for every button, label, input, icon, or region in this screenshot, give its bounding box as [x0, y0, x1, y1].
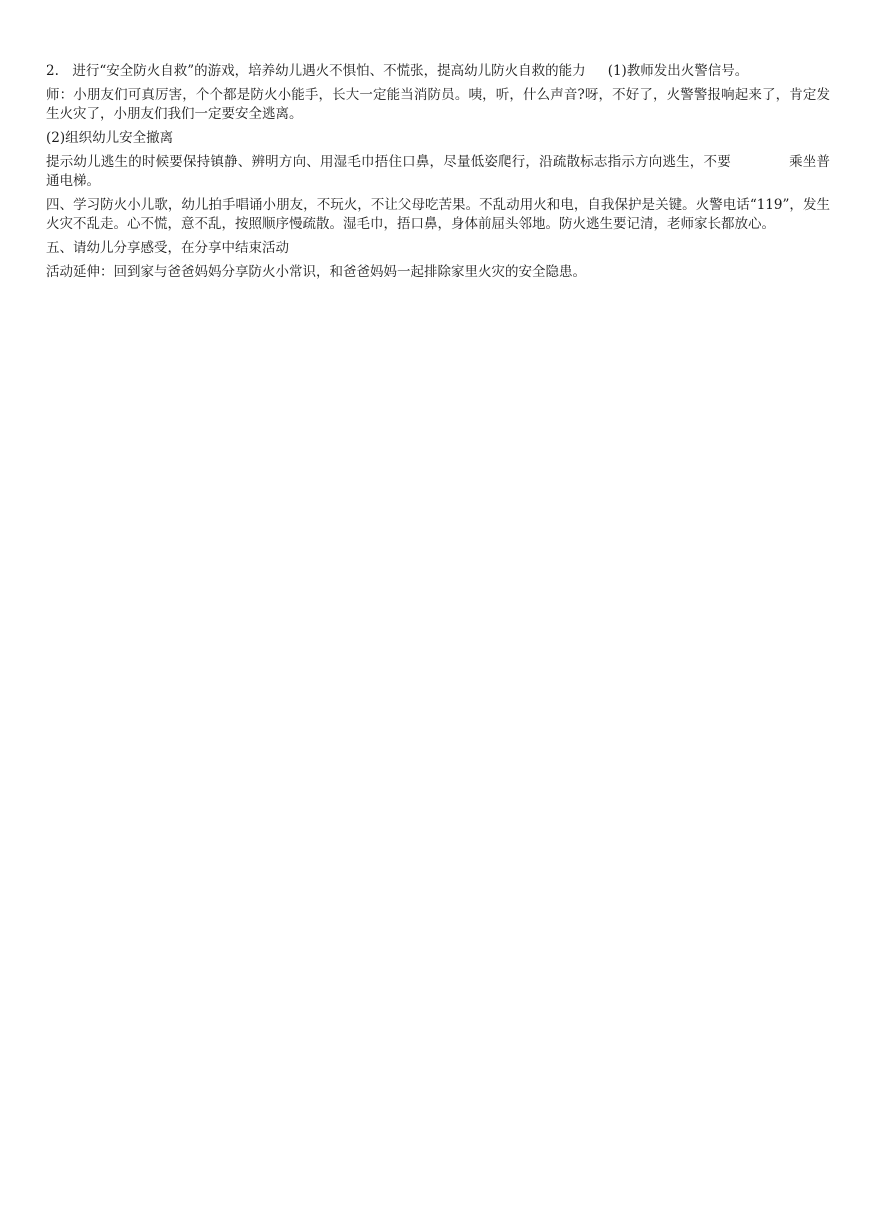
paragraph-activity-extension: 活动延伸：回到家与爸爸妈妈分享防火小常识，和爸爸妈妈一起排除家里火灾的安全隐患。 [46, 264, 586, 280]
paragraph-evacuation-step: (2)组织幼儿安全撤离 [46, 130, 174, 146]
fire-game-text: 2. 进行“安全防火自救”的游戏，培养幼儿遇火不惧怕、不慌张，提高幼儿防火自救的能力 [46, 63, 586, 79]
escape-tips-text: 提示幼儿逃生的时候要保持镇静、辨明方向、用湿毛巾捂住口鼻，尽量低姿爬行，沿疏散标志指示方向逃生，不要 [46, 154, 731, 170]
fire-alarm-step-text: (1)教师发出火警信号。 [607, 63, 749, 79]
elevator-warning-text: 乘坐普通电梯。 [46, 154, 831, 189]
paragraph-fire-game [46, 62, 830, 81]
paragraph-escape-tips [46, 153, 830, 191]
document-body [46, 62, 830, 287]
paragraph-share-feelings: 五、请幼儿分享感受，在分享中结束活动 [46, 240, 289, 256]
paragraph-teacher-speech: 师：小朋友们可真厉害，个个都是防火小能手，长大一定能当消防员。咦，听，什么声音?呀，不好了，火警警报响起来了，肯定发生火灾了，小朋友们我们一定要安全逃离。 [46, 87, 830, 122]
paragraph-fire-song: 四、学习防火小儿歌，幼儿拍手唱诵小朋友，不玩火，不让父母吃苦果。不乱动用火和电，自我保护是关键。火警电话“119”，发生火灾不乱走。心不慌，意不乱，按照顺序慢疏散。湿毛巾，捂口鼻，身体前屈头邻地。防火逃生要记清，老师家长都放心。 [46, 197, 830, 232]
